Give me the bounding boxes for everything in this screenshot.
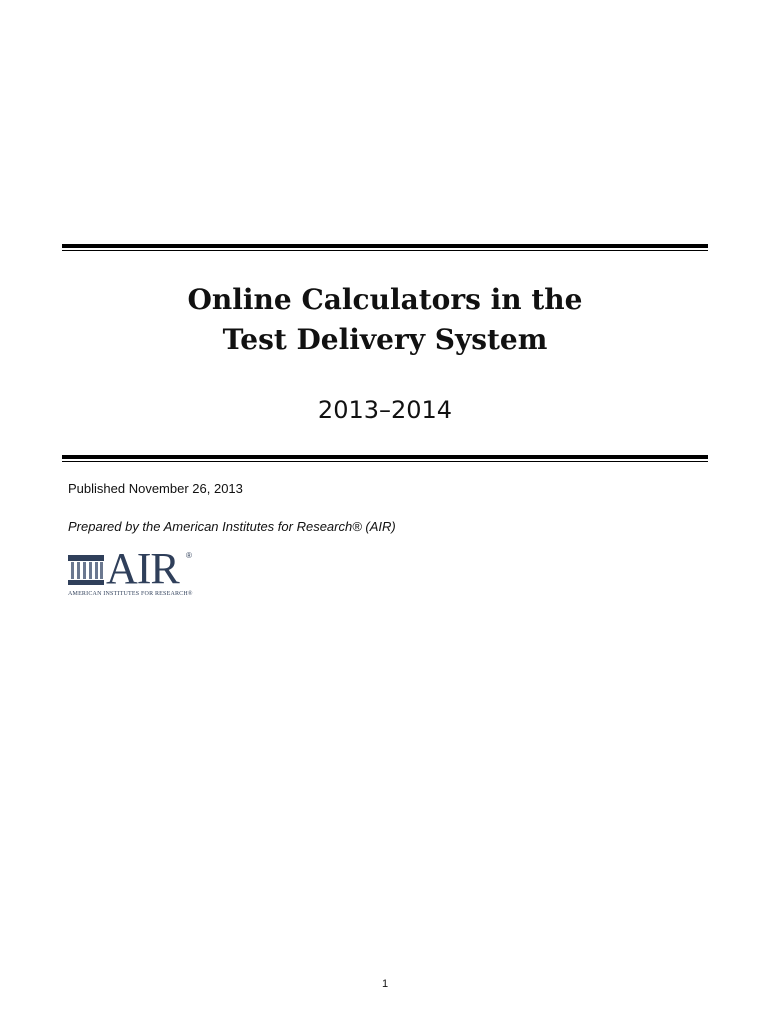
page-number: 1	[381, 978, 389, 990]
bottom-rule-thin-line	[62, 461, 708, 462]
top-double-rule	[62, 244, 708, 251]
logo-tagline: AMERICAN INSTITUTES FOR RESEARCH®	[68, 591, 193, 597]
document-title	[62, 280, 708, 360]
bottom-rule-thick-line	[62, 455, 708, 459]
building-icon	[68, 555, 104, 585]
title-line-2: Test Delivery System	[222, 323, 548, 356]
school-year: 2013–2014	[317, 396, 453, 424]
top-rule-thick-line	[62, 244, 708, 248]
logo-wordmark: AIR	[106, 544, 179, 593]
bottom-double-rule	[62, 455, 708, 462]
published-date: Published November 26, 2013	[68, 481, 243, 496]
logo-registered-mark: ®	[186, 551, 192, 560]
top-rule-thin-line	[62, 250, 708, 251]
prepared-by-statement: Prepared by the American Institutes for Research® (AIR)	[68, 519, 396, 534]
air-logo	[68, 544, 198, 601]
title-line-1: Online Calculators in the	[187, 283, 583, 316]
